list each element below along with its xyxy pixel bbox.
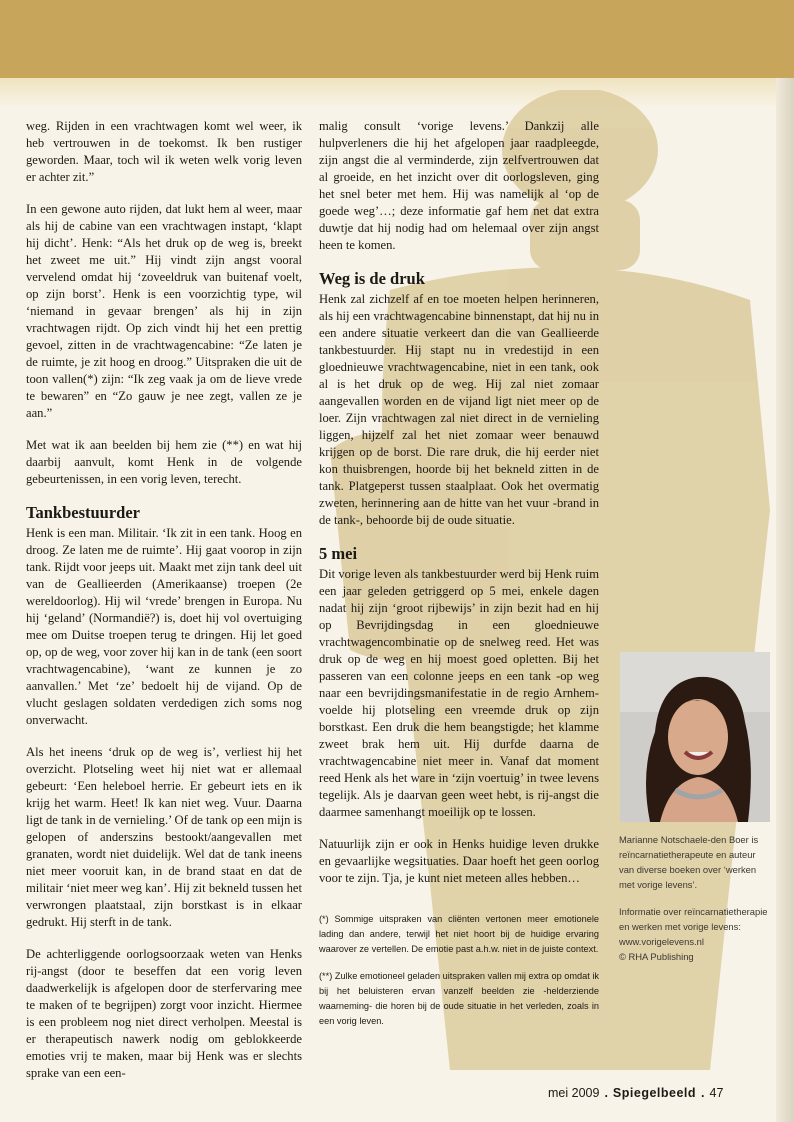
- paragraph: Als het ineens ‘druk op de weg is’, verliest hij het overzicht. Plotseling weet hij niet wat er allemaal gebeurt: ‘Een heleboel herrie. Er gebeurt iets en ik krijg het warm. Heet! Ik kan niet weg. Vuur. Daarna ligt de tank in de vernieling.’ Of de tank op een mijn is gelopen of anderszins bestookt/aangevallen met granaten, wordt niet duidelijk. Wel dat de tank ineens niet meer vooruit kan, in de brand staat en dat de militair ‘niet meer weg kan’. Hij zit bekneld tussen het verwrongen plaatstaal, zijn borstkast is in elkaar gedrukt. Hij sterft in de tank.: [26, 745, 302, 929]
- paragraph: In een gewone auto rijden, dat lukt hem al weer, maar als hij de cabine van een vrachtwagen instapt, ‘klapt hij dicht’. Henk: “Als het druk op de weg is, breekt het zweet me uit.” Hij vindt zijn angst vooral vervelend omdat hij ‘zoveeldruk van buitenaf voelt, op zijn borst’. Henk is een voorzichtig type, wil ‘niemand in gevaar brengen’ als hij in zijn vrachtwagen rijdt. Op zich vindt hij het een prettig gevoel, zitten in de vrachtwagencabine: “Ze laten je de ruimte, je zit hoog en droog.” Uitspraken die uit de toon vallen(*) zijn: “Ik zeg vaak ja om de lieve vrede te bewaren” en “Zo gauw je nee zegt, vallen ze je aan.”: [26, 202, 302, 420]
- paragraph: Met wat ik aan beelden bij hem zie (**) en wat hij daarbij aanvult, komt Henk in de volgende gebeurtenissen, in een vorig leven, terecht.: [26, 438, 302, 486]
- paragraph: De achterliggende oorlogsoorzaak weten van Henks rij-angst (door te beseffen dat een vorig leven daadwerkelijk is afgelopen door de sterfervaring mee te maken of te begrijpen) zorgt voor inzicht. Hiermee is een probleem nog niet direct verholpen. Meestal is er therapeutisch nawerk nodig om geblokkeerde emoties vrij te maken, maar bij Henk was er slechts sprake van een een-: [26, 947, 302, 1080]
- section-heading: 5 mei: [319, 544, 358, 563]
- portrait-image: [620, 652, 770, 822]
- footnotes: [319, 912, 599, 1041]
- magazine-name: Spiegelbeeld: [612, 1086, 697, 1100]
- author-sidebar: [619, 832, 771, 976]
- paragraph: Henk zal zichzelf af en toe moeten helpen herinneren, als hij een vrachtwagencabine binnenstapt, dat hij nu in een andere situatie verkeert dan die van Geallieerde tankbestuurder. Hij stapt nu in vredestijd in een gloednieuwe vrachtwagencabine, niet in een tank, ook al is het druk op de weg. Hij zal niet zomaar aangevallen worden en de vijand ligt niet meer op de loer. Zijn vrachtwagen zal niet direct in de vernieling liggen, hijzelf zal het niet zomaar weer benauwd krijgen op de borst. Die rare druk, die hij eerder niet kon thuisbrengen, hoorde bij het bekneld zitten in de tank. Platgeperst tussen staalplaat. Ook het overmatig zweten, herinnering aan de hitte van het vuur -brand in de tank-, behoorde bij de oude situatie.: [319, 292, 599, 527]
- article-column-left: [26, 118, 302, 1097]
- issue-date: mei 2009: [548, 1086, 600, 1100]
- paragraph: weg. Rijden in een vrachtwagen komt wel weer, ik heb vertrouwen in de toekomst. Ik ben rustiger geworden. Maar, toch wil ik weten welk vorig leven er achter zit.”: [26, 119, 302, 184]
- publisher-credit: © RHA Publishing: [619, 951, 694, 962]
- author-bio: Marianne Notschaele-den Boer is reïncarnatietherapeute en auteur van diverse boeken over ‘werken met vorige levens’.: [619, 834, 759, 890]
- section-heading: Weg is de druk: [319, 269, 425, 288]
- info-text: Informatie over reïncarnatietherapie en werken met vorige levens:: [619, 906, 768, 932]
- page-number: 47: [709, 1086, 724, 1100]
- paragraph: malig consult ‘vorige levens.’ Dankzij alle hulpverleners die hij het afgelopen jaar raadpleegde, zijn angst die al verminderde, zijn zelfvertrouwen dat al groeide, en het inzicht over dit oorlogsleven, ging het snel beter met hem. Hij was namelijk al ‘op de goede weg’…; deze informatie gaf hem net dat extra duwtje dat hij nodig had om helemaal over zijn angst heen te komen.: [319, 119, 599, 252]
- website-link[interactable]: www.vorigelevens.nl: [619, 936, 704, 947]
- paragraph: Henk is een man. Militair. ‘Ik zit in een tank. Hoog en droog. Ze laten me de ruimte’. Hij gaat voorop in zijn tank. Rijdt voor jeeps uit. Maakt met zijn tank deel uit van de Geallieerden (Amerikaanse) troepen (2e wereldoorlog). Hij wil ‘vrede’ brengen in Europa. Nu hij ‘geland’ (Normandië?) is, doet hij vol overtuiging mee om Duitse troepen terug te dringen. Hij let goed op, op de weg, voor zover hij kan in de tank (een soort vrachtwagencabine), ‘want ze kunnen je zo aanvallen.’ Met ‘ze’ bedoelt hij de vijand. Op de vlucht geslagen soldaten verdedigen zich soms nog onverwacht.: [26, 526, 302, 727]
- page-edge: [776, 78, 794, 1122]
- footnote: (*) Sommige uitspraken van cliënten vertonen meer emotionele lading dan andere, terwijl het niet hoort bij de huidige ervaring waarover ze vertellen. De emotie past a.h.w. niet in de juiste context.: [319, 914, 599, 954]
- author-photo: [620, 652, 770, 822]
- paragraph: Natuurlijk zijn er ook in Henks huidige leven drukke en gevaarlijke wegsituaties. Daar hoeft het geen oorlog voor te zijn. Tja, je kunt niet meteen alles hebben…: [319, 837, 599, 885]
- paragraph: Dit vorige leven als tankbestuurder werd bij Henk ruim een jaar geleden getriggerd op 5 mei, enkele dagen nadat hij zijn ‘groot rijbewijs’ in zijn bezit had en hij op Bevrijdingsdag in een gloednieuwe vrachtwagencombinatie op de snelweg reed. Het was druk op de weg en hij moest goed opletten. Bij het passeren van een colonne jeeps en een tank -op weg naar een bevrijdingsmanifestatie in de regio Arnhem- voelde hij plotseling een vreemde druk op zijn borstkast. Een druk die hem beangstigde; het klamme zweet brak hem uit. Hij durfde daarna de vrachtwagencabine niet meer in. Vanaf dat moment reed Henk als het ware in ‘zijn voertuig’ in twee levens tegelijk. Als je daarvan geen weet hebt, is rij-angst die daarmee samenhangt moeilijk op te lossen.: [319, 567, 599, 819]
- article-column-right: [319, 118, 599, 902]
- footnote: (**) Zulke emotioneel geladen uitspraken vallen mij extra op omdat ik bij het beluisteren ervan vanzelf beelden zie -helderziende waarneming- die horen bij de oude situatie in het verleden, zoals in een vorig leven.: [319, 971, 599, 1026]
- page-footer: mei 2009 . Spiegelbeeld . 47: [548, 1086, 724, 1100]
- top-color-band: [0, 0, 794, 78]
- section-heading: Tankbestuurder: [26, 503, 141, 522]
- info-block: [619, 904, 771, 964]
